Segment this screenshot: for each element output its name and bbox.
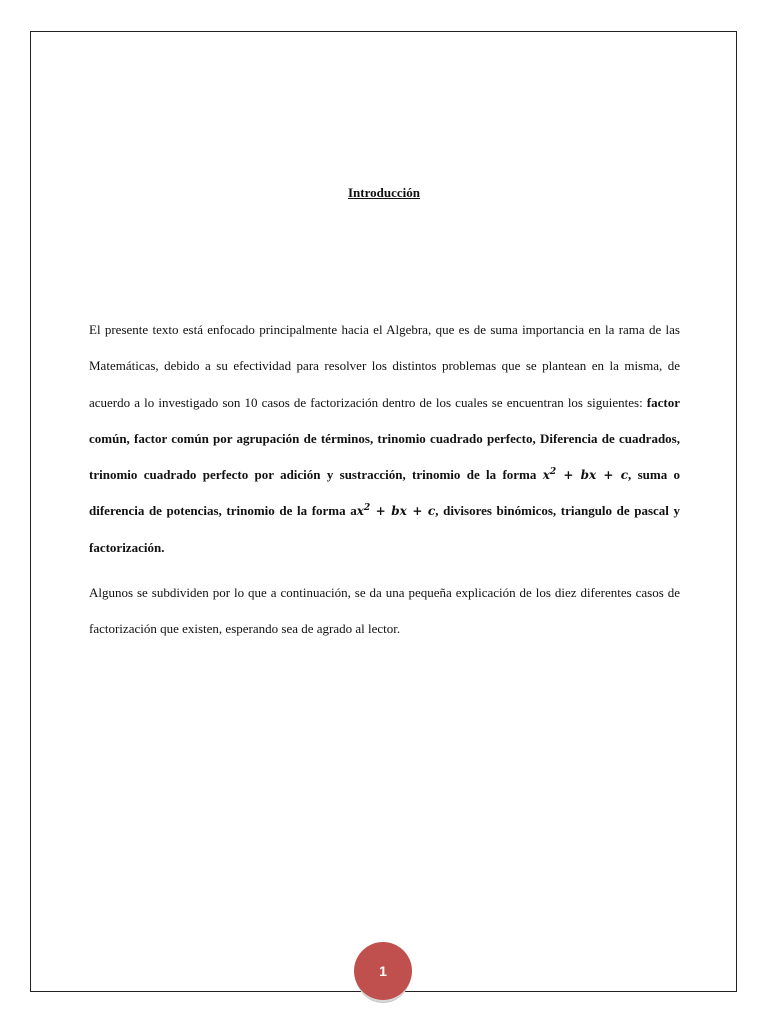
formula-x2-bx-c: $x^2$ + bx + c — [542, 467, 629, 483]
cases-part-a: factor común, factor común por agrupación de términos, trinomio cuadrado perfecto, Diferencia de cuadrados, trinomio cuadrado perfecto por adición y sustracción, trinomio de la forma — [89, 394, 680, 483]
factorization-cases-list — [89, 395, 680, 555]
paragraph-1-intro: El presente texto está enfocado principalmente hacia el Algebra, que es de suma importancia en la rama de las Matemáticas, debido a su efectividad para resolver los distintos problemas que se plantean en la misma, de acuerdo a lo investigado son 10 casos de factorización dentro de los cuales se encuentran los siguientes: — [89, 322, 680, 410]
paragraph-2: Algunos se subdividen por lo que a continuación, se da una pequeña explicación de los diez diferentes casos de factorización que existen, esperando sea de agrado al lector. — [89, 585, 680, 637]
formula-ax2-bx-c: $x^2$ + bx + c — [356, 503, 436, 519]
paragraph-1 — [89, 312, 680, 566]
cases-part-b: , suma o diferencia de potencias, trinomio de la forma a — [89, 467, 680, 519]
page-number-badge: 1 — [354, 942, 412, 1000]
page-title: Introducción — [348, 185, 420, 200]
cases-part-c: , divisores binómicos, triangulo de pascal y factorización. — [89, 503, 681, 555]
